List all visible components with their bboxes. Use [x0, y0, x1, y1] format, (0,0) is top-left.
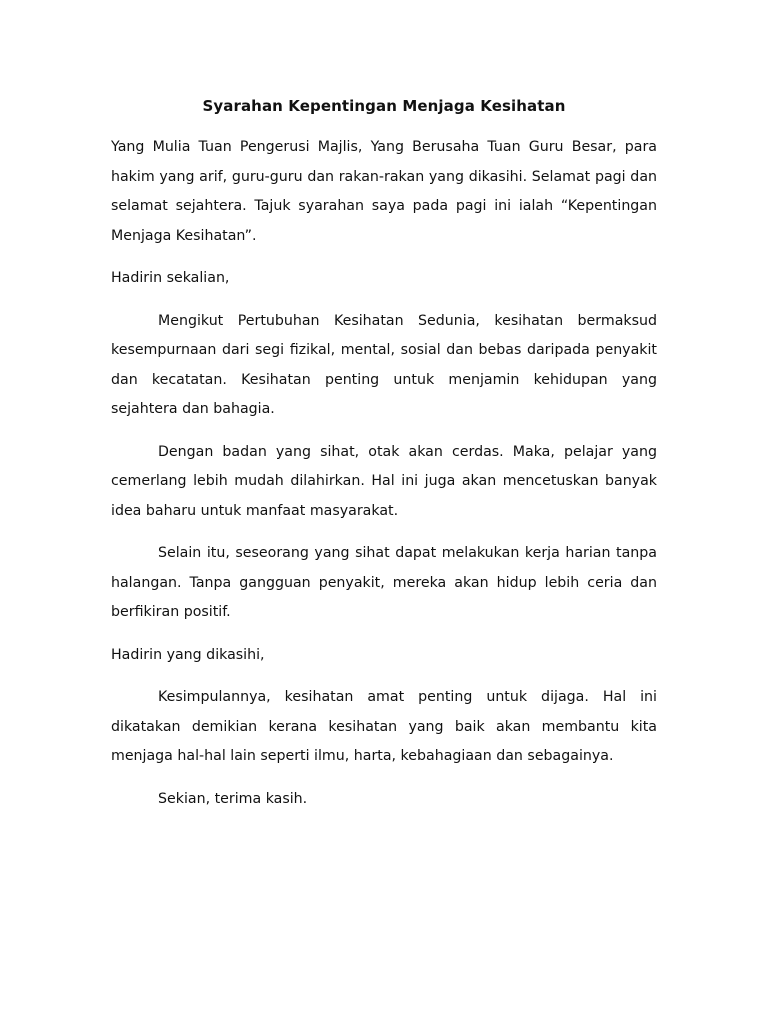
- conclusion-paragraph: Kesimpulannya, kesihatan amat penting untuk dijaga. Hal ini dikatakan demikian kerana kesihatan yang baik akan membantu kita menjaga hal-hal lain seperti ilmu, harta, kebahagiaan dan sebagainya.: [111, 689, 657, 764]
- document-page: [111, 92, 657, 827]
- salutation-hadirin-sekalian: Hadirin sekalian,: [111, 270, 230, 286]
- speech-title: Syarahan Kepentingan Menjaga Kesihatan: [202, 97, 566, 115]
- body-paragraph-definition: Mengikut Pertubuhan Kesihatan Sedunia, kesihatan bermaksud kesempurnaan dari segi fizikal, mental, sosial dan bebas daripada penyakit dan kecatatan. Kesihatan penting untuk menjamin kehidupan yang sejahtera dan bahagia.: [111, 312, 657, 417]
- opening-paragraph: Yang Mulia Tuan Pengerusi Majlis, Yang Berusaha Tuan Guru Besar, para hakim yang arif, guru-guru dan rakan-rakan yang dikasihi. Selamat pagi dan selamat sejahtera. Tajuk syarahan saya pada pagi ini ialah “Kepentingan Menjaga Kesihatan”.: [111, 139, 657, 244]
- closing-line: Sekian, terima kasih.: [158, 790, 308, 807]
- salutation-hadirin-dikasihi: Hadirin yang dikasihi,: [111, 646, 265, 663]
- body-paragraph-daily-work: Selain itu, seseorang yang sihat dapat melakukan kerja harian tanpa halangan. Tanpa gangguan penyakit, mereka akan hidup lebih ceria dan berfikiran positif.: [111, 545, 657, 620]
- body-paragraph-intellect: Dengan badan yang sihat, otak akan cerdas. Maka, pelajar yang cemerlang lebih mudah dilahirkan. Hal ini juga akan mencetuskan banyak idea baharu untuk manfaat masyarakat.: [111, 443, 657, 519]
